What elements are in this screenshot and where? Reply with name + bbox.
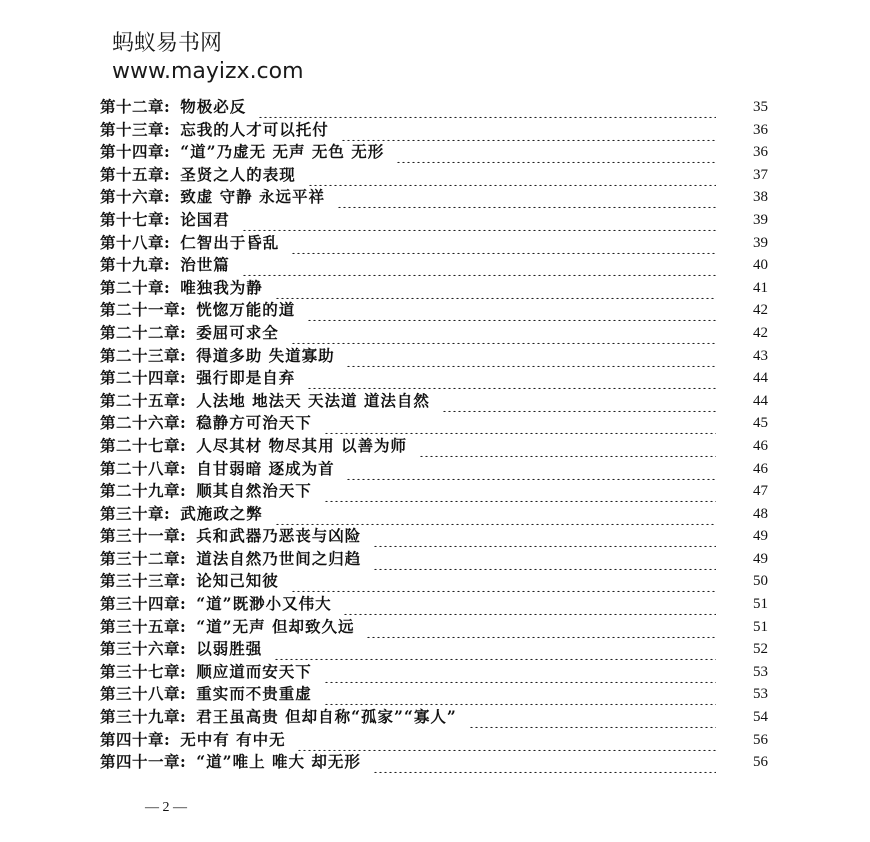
toc-entry: [100, 525, 772, 548]
toc-page-number: 38: [753, 189, 768, 206]
toc-entry: [100, 277, 772, 300]
toc-page-number: 44: [753, 370, 768, 387]
toc-chapter-title: 顺其自然治天下: [196, 481, 312, 501]
toc-chapter-title: “道”既渺小又伟大: [196, 594, 332, 614]
toc-chapter-title: 论知己知彼: [196, 571, 279, 591]
toc-entry: [100, 683, 772, 706]
toc-leader-dots: [291, 570, 716, 592]
toc-entry: [100, 548, 772, 571]
toc-chapter-label: 第二十四章:: [100, 368, 187, 388]
toc-chapter-title: 物极必反: [180, 97, 247, 116]
toc-page-number: 50: [753, 573, 768, 590]
toc-leader-dots: [242, 209, 716, 231]
toc-entry: [100, 186, 772, 209]
toc-page-number: 56: [753, 731, 768, 748]
toc-page-number: 35: [753, 99, 768, 115]
toc-chapter-title: 人尽其材 物尽其用 以善为师: [196, 435, 408, 455]
toc-chapter-title: 治世篇: [180, 255, 230, 275]
toc-entry: [100, 751, 772, 774]
toc-chapter-title: 忘我的人才可以托付: [180, 119, 329, 139]
toc-leader-dots: [373, 525, 716, 547]
toc-entry: [100, 390, 772, 413]
toc-chapter-title: 论国君: [180, 209, 230, 229]
toc-page-number: 36: [753, 121, 768, 138]
toc-leader-dots: [469, 706, 716, 728]
toc-leader-dots: [341, 119, 716, 141]
toc-page-number: 53: [753, 686, 768, 703]
toc-leader-dots: [373, 548, 716, 570]
toc-chapter-title: 无中有 有中无: [180, 729, 286, 749]
toc-chapter-label: 第二十章:: [100, 277, 171, 297]
toc-page-number: 39: [753, 234, 768, 251]
toc-entry: [100, 209, 772, 232]
toc-leader-dots: [291, 322, 716, 344]
toc-chapter-title: 致虚 守静 永远平祥: [180, 187, 326, 207]
toc-page-number: 41: [753, 279, 768, 296]
page-number-footer: — 2 —: [145, 800, 187, 815]
toc-chapter-title: 道法自然乃世间之归趋: [196, 548, 362, 568]
toc-leader-dots: [275, 503, 716, 525]
toc-leader-dots: [419, 435, 716, 457]
toc-chapter-label: 第三十五章:: [100, 616, 187, 636]
watermark-site-name: 蚂蚁易书网: [112, 31, 223, 56]
toc-chapter-title: 圣贤之人的表现: [180, 164, 296, 184]
toc-chapter-label: 第十三章:: [100, 119, 171, 139]
toc-entry: [100, 254, 772, 277]
toc-entry: [100, 141, 772, 164]
toc-page-number: 46: [753, 460, 768, 477]
toc-chapter-label: 第二十五章:: [100, 390, 187, 410]
toc-page-number: 52: [753, 641, 768, 658]
toc-entry: [100, 367, 772, 390]
toc-entry: [100, 412, 772, 435]
toc-leader-dots: [297, 729, 716, 751]
toc-entry: [100, 593, 772, 616]
toc-leader-dots: [346, 345, 716, 367]
toc-chapter-label: 第三十七章:: [100, 661, 187, 681]
toc-entry: [100, 616, 772, 639]
toc-page-number: 46: [753, 437, 768, 454]
toc-entry: [100, 164, 772, 187]
toc-chapter-label: 第十八章:: [100, 232, 171, 252]
toc-leader-dots: [324, 480, 716, 502]
toc-chapter-label: 第三十章:: [100, 503, 171, 523]
toc-chapter-title: 以弱胜强: [196, 639, 263, 659]
toc-entry: [100, 503, 772, 526]
toc-chapter-label: 第二十三章:: [100, 345, 187, 365]
toc-leader-dots: [346, 458, 716, 480]
toc-entry: [100, 480, 772, 503]
toc-leader-dots: [307, 367, 716, 389]
toc-page-number: 56: [753, 754, 768, 771]
toc-page-number: 43: [753, 347, 768, 364]
toc-leader-dots: [324, 661, 716, 683]
toc-chapter-label: 第四十章:: [100, 729, 171, 749]
toc-entry: [100, 345, 772, 368]
toc-leader-dots: [442, 390, 716, 412]
toc-entry: [100, 661, 772, 684]
toc-page-number: 51: [753, 596, 768, 613]
toc-page-number: 53: [753, 663, 768, 680]
toc-chapter-label: 第十五章:: [100, 164, 171, 184]
toc-entry: [100, 232, 772, 255]
toc-entry: [100, 322, 772, 345]
toc-chapter-label: 第三十六章:: [100, 639, 187, 659]
toc-chapter-label: 第十二章:: [100, 97, 171, 116]
toc-chapter-title: 兵和武器乃恶丧与凶险: [196, 526, 362, 546]
toc-chapter-label: 第二十二章:: [100, 322, 187, 342]
toc-chapter-label: 第十六章:: [100, 187, 171, 207]
toc-chapter-title: 重实而不贵重虚: [196, 684, 312, 704]
toc-page-number: 42: [753, 302, 768, 319]
toc-chapter-title: 恍惚万能的道: [196, 300, 296, 320]
toc-entry: [100, 458, 772, 481]
toc-chapter-title: “道”无声 但却致久远: [196, 616, 355, 636]
toc-chapter-label: 第二十八章:: [100, 458, 187, 478]
watermark: [112, 30, 304, 86]
toc-leader-dots: [274, 638, 716, 660]
watermark-url: www.mayizx.com: [112, 59, 304, 84]
toc-chapter-label: 第十七章:: [100, 209, 171, 229]
toc-chapter-label: 第三十二章:: [100, 548, 187, 568]
toc-entry: [100, 299, 772, 322]
toc-page-number: 48: [753, 505, 768, 522]
toc-leader-dots: [373, 751, 716, 773]
toc-chapter-label: 第十九章:: [100, 255, 171, 275]
toc-leader-dots: [291, 232, 716, 254]
toc-entry: [100, 729, 772, 752]
toc-page-number: 42: [753, 324, 768, 341]
toc-chapter-title: 君王虽高贵 但却自称“孤家”“寡人”: [196, 707, 457, 727]
toc-chapter-title: 顺应道而安天下: [196, 661, 312, 681]
toc-leader-dots: [258, 96, 716, 118]
toc-chapter-title: 委屈可求全: [196, 322, 279, 342]
toc-chapter-title: 武施政之弊: [180, 503, 263, 523]
toc-chapter-title: 仁智出于昏乱: [180, 232, 280, 252]
toc-entry: [100, 706, 772, 729]
toc-leader-dots: [343, 593, 716, 615]
toc-leader-dots: [324, 412, 716, 434]
toc-entry: [100, 435, 772, 458]
toc-page-number: 54: [753, 709, 768, 726]
toc-chapter-title: 强行即是自弃: [196, 368, 296, 388]
toc-chapter-title: “道”乃虚无 无声 无色 无形: [180, 142, 385, 162]
toc-page-number: 47: [753, 483, 768, 500]
toc-chapter-label: 第十四章:: [100, 142, 171, 162]
toc-chapter-title: 自甘弱暗 逐成为首: [196, 458, 335, 478]
table-of-contents: [100, 96, 772, 774]
toc-chapter-label: 第三十九章:: [100, 707, 187, 727]
toc-entry: [100, 119, 772, 142]
toc-chapter-title: 得道多助 失道寡助: [196, 345, 335, 365]
toc-page-number: 49: [753, 550, 768, 567]
toc-page-number: 40: [753, 257, 768, 274]
toc-leader-dots: [396, 141, 716, 163]
toc-chapter-label: 第二十一章:: [100, 300, 187, 320]
toc-chapter-label: 第三十三章:: [100, 571, 187, 591]
toc-page-number: 37: [753, 166, 768, 183]
toc-page-number: 45: [753, 415, 768, 432]
toc-page-number: 44: [753, 392, 768, 409]
toc-leader-dots: [242, 254, 716, 276]
toc-entry: [100, 638, 772, 661]
toc-leader-dots: [275, 277, 716, 299]
toc-chapter-title: 人法地 地法天 天法道 道法自然: [196, 390, 430, 410]
toc-leader-dots: [307, 299, 716, 321]
toc-entry: [100, 570, 772, 593]
toc-chapter-label: 第二十七章:: [100, 435, 187, 455]
toc-page-number: 49: [753, 528, 768, 545]
toc-page-number: 36: [753, 144, 768, 161]
toc-chapter-label: 第三十一章:: [100, 526, 187, 546]
toc-entry: [100, 96, 772, 119]
toc-leader-dots: [366, 616, 716, 638]
toc-page-number: 51: [753, 618, 768, 635]
toc-leader-dots: [308, 164, 716, 186]
toc-chapter-label: 第二十六章:: [100, 413, 187, 433]
toc-chapter-label: 第四十一章:: [100, 752, 187, 772]
toc-chapter-label: 第三十八章:: [100, 684, 187, 704]
toc-chapter-title: “道”唯上 唯大 却无形: [196, 752, 361, 772]
toc-chapter-title: 稳静方可治天下: [196, 413, 312, 433]
toc-chapter-label: 第三十四章:: [100, 594, 187, 614]
toc-chapter-label: 第二十九章:: [100, 481, 187, 501]
toc-page-number: 39: [753, 211, 768, 228]
toc-leader-dots: [324, 683, 716, 705]
toc-leader-dots: [337, 186, 716, 208]
toc-chapter-title: 唯独我为静: [180, 277, 263, 297]
